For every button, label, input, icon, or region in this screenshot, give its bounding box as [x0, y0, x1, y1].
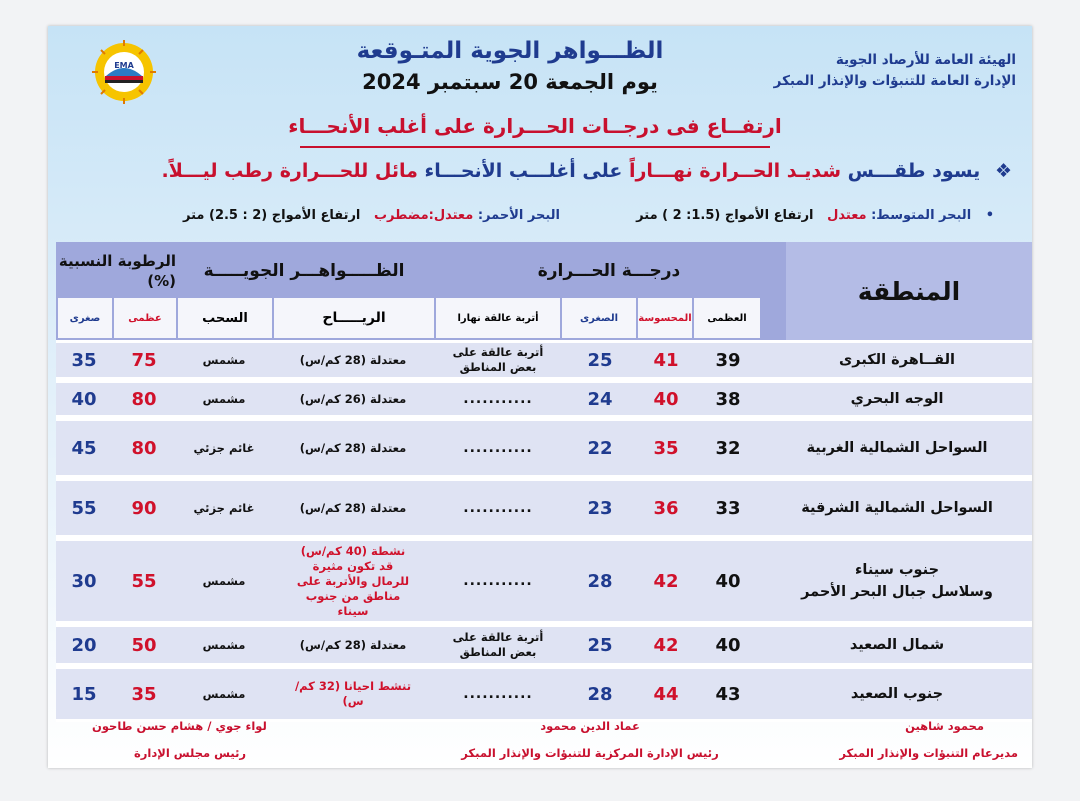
temp-max: 40: [715, 634, 741, 656]
headline: ارتفــاع فى درجــات الحـــرارة على أغلب الأنحـــاء: [288, 114, 782, 138]
table-row: [56, 538, 1032, 624]
forecast-date: يوم الجمعة 20 سبتمبر 2024: [362, 70, 658, 94]
temp-max: 40: [715, 570, 741, 592]
med-sea-label: البحر المتوسط:: [871, 208, 972, 223]
temp-feels-cell: [638, 624, 694, 666]
table-row: [56, 340, 1032, 380]
humidity-min-header: صغرى: [58, 298, 112, 338]
clouds-value-cell: [176, 478, 272, 538]
wind-value: معتدلة (28 كم/س): [299, 440, 407, 455]
clouds-value: غائم جزئي: [193, 440, 255, 455]
humidity-max-cell: [112, 624, 176, 666]
temp-feels-cell: [638, 340, 694, 380]
clouds-value-cell: [176, 340, 272, 380]
dust-value-cell: [434, 478, 562, 538]
humidity-max: 90: [131, 497, 157, 519]
region-name: السواحل الشمالية الغربية: [806, 440, 988, 456]
signature-right-title: مديرعام التنبؤات والإنذار المبكر: [839, 746, 1018, 760]
table-row: [56, 624, 1032, 666]
dust-value: ...........: [463, 391, 533, 407]
wind-value-cell: [272, 478, 434, 538]
temp-min: 28: [587, 683, 613, 705]
clouds-value: مشمس: [202, 686, 246, 701]
humidity-max: 35: [131, 683, 157, 705]
weather-summary: [162, 160, 1013, 182]
org-department: الإدارة العامة للتنبؤات والإنذار المبكر: [773, 73, 1016, 89]
clouds-value-cell: [176, 418, 272, 478]
med-sea-state: معتدل: [827, 208, 867, 223]
region-cell: [762, 478, 1032, 538]
temp-min: 28: [587, 570, 613, 592]
wind-value: معتدلة (28 كم/س): [299, 637, 407, 652]
region-cell: [762, 418, 1032, 478]
humidity-max-cell: [112, 380, 176, 418]
temp-max-cell: [694, 340, 762, 380]
summary-part-4: مائل للحـــرارة رطب ليـــلاً.: [161, 160, 418, 182]
temp-min: 23: [587, 497, 613, 519]
organization-block: [774, 50, 1016, 92]
temp-min: 24: [587, 388, 613, 410]
temp-feels: 44: [653, 683, 679, 705]
humidity-min-cell: [56, 538, 112, 624]
dust-value: أتربة عالقة على بعض المناطق: [452, 630, 544, 659]
humidity-min: 40: [71, 388, 97, 410]
temp-min-cell: [562, 340, 638, 380]
humidity-max-header: عظمى: [114, 298, 176, 338]
humidity-min: 15: [71, 683, 97, 705]
humidity-max-cell: [112, 418, 176, 478]
temp-min-cell: [562, 666, 638, 722]
temp-min-cell: [562, 418, 638, 478]
dust-value: أتربة عالقة على بعض المناطق: [452, 345, 544, 374]
temp-feels-cell: [638, 478, 694, 538]
red-sea-label: البحر الأحمر:: [477, 208, 560, 223]
humidity-max: 80: [131, 437, 157, 459]
temp-max: 32: [715, 437, 741, 459]
clouds-value: مشمس: [202, 391, 246, 406]
red-sea-waves: ارتفاع الأمواج (2 : 2.5) متر: [183, 208, 361, 223]
wind-value-cell: [272, 380, 434, 418]
dust-value-cell: [434, 666, 562, 722]
wind-value: نشطة (40 كم/س) قد تكون مثيرة للرمال والأتربة على مناطق من جنوب سيناء: [296, 543, 410, 618]
dust-value: ...........: [463, 573, 533, 589]
region-name: شمال الصعيد: [849, 637, 945, 653]
humidity-min: 20: [71, 634, 97, 656]
clouds-value-cell: [176, 538, 272, 624]
clouds-value: مشمس: [202, 352, 246, 367]
humidity-min: 35: [71, 349, 97, 371]
temp-max-cell: [694, 418, 762, 478]
dust-value-cell: [434, 624, 562, 666]
temp-max-cell: [694, 624, 762, 666]
table-row: [56, 380, 1032, 418]
region-name: القــاهرة الكبرى: [839, 352, 955, 368]
temp-max: 33: [715, 497, 741, 519]
clouds-value-cell: [176, 624, 272, 666]
dust-value-cell: [434, 538, 562, 624]
table-row: [56, 418, 1032, 478]
dust-header: أتربة عالقة نهارا: [436, 298, 560, 338]
temp-feels-cell: [638, 418, 694, 478]
temp-max: 43: [715, 683, 741, 705]
headline-underline: [300, 146, 770, 148]
wind-header: الريـــــاح: [274, 298, 434, 338]
table-row: [56, 666, 1032, 722]
signature-left-title: رئيس مجلس الإدارة: [134, 746, 247, 760]
temp-max-header: العظمى: [694, 298, 760, 338]
wind-value: تنشط احيانا (32 كم/س): [294, 679, 412, 708]
humidity-min: 55: [71, 497, 97, 519]
clouds-value-cell: [176, 380, 272, 418]
summary-part-1: يسود طقـــس: [847, 160, 981, 182]
signature-left-name: لواء جوي / هشام حسن طاحون: [92, 719, 267, 733]
red-sea-state: معتدل:مضطرب: [373, 208, 474, 223]
summary-part-3: على أغلـــب الأنحـــاء: [424, 160, 623, 182]
temp-feels: 41: [653, 349, 679, 371]
temp-min: 25: [587, 634, 613, 656]
temp-min-header: الصغرى: [562, 298, 636, 338]
wind-value: معتدلة (28 كم/س): [299, 352, 407, 367]
med-sea-waves: ارتفاع الأمواج (1.5: 2 ) متر: [636, 208, 814, 223]
page-title: الظـــواهر الجوية المتـوقعة: [356, 38, 664, 64]
temp-min-cell: [562, 478, 638, 538]
logo-text: EMA: [114, 61, 134, 70]
wind-value-cell: [272, 666, 434, 722]
summary-bullet-icon: ❖: [994, 160, 1012, 182]
signature-center-title: رئيس الإدارة المركزية للتنبؤات والإنذار المبكر: [461, 746, 719, 760]
ema-logo-icon: [88, 40, 160, 104]
humidity-min-cell: [56, 418, 112, 478]
wind-value: معتدلة (26 كم/س): [299, 391, 407, 406]
humidity-max: 75: [131, 349, 157, 371]
dust-value-cell: [434, 418, 562, 478]
clouds-header: السحب: [178, 298, 272, 338]
region-cell: [762, 538, 1032, 624]
region-cell: [762, 666, 1032, 722]
humidity-max: 55: [131, 570, 157, 592]
temp-feels: 35: [653, 437, 679, 459]
temp-feels-cell: [638, 666, 694, 722]
region-cell: [762, 380, 1032, 418]
humidity-min-cell: [56, 666, 112, 722]
temp-max-cell: [694, 666, 762, 722]
temp-min: 25: [587, 349, 613, 371]
humidity-max: 50: [131, 634, 157, 656]
region-name: جنوب الصعيد: [850, 686, 944, 702]
clouds-value: مشمس: [202, 637, 246, 652]
dust-value-cell: [434, 380, 562, 418]
temp-max-cell: [694, 380, 762, 418]
wind-value-cell: [272, 624, 434, 666]
region-column-header: المنطقة: [786, 242, 1032, 340]
dust-value: ...........: [463, 500, 533, 516]
humidity-min: 30: [71, 570, 97, 592]
red-sea-line: [183, 208, 560, 223]
humidity-max-cell: [112, 666, 176, 722]
humidity-min: 45: [71, 437, 97, 459]
temp-max-cell: [694, 478, 762, 538]
humidity-min-cell: [56, 478, 112, 538]
temp-min-cell: [562, 538, 638, 624]
clouds-value: مشمس: [202, 573, 246, 588]
wind-value: معتدلة (28 كم/س): [299, 500, 407, 515]
dust-value-cell: [434, 340, 562, 380]
humidity-min-cell: [56, 624, 112, 666]
wind-value-cell: [272, 418, 434, 478]
temp-feels-cell: [638, 538, 694, 624]
temp-feels-header: المحسوسة: [638, 298, 692, 338]
signature-center-name: عماد الدين محمود: [540, 719, 640, 733]
wind-value-cell: [272, 538, 434, 624]
region-name-line2: وسلاسل جبال البحر الأحمر: [801, 584, 993, 600]
clouds-value-cell: [176, 666, 272, 722]
humidity-min-cell: [56, 380, 112, 418]
dust-value: ...........: [463, 440, 533, 456]
humidity-header: الرطوبة النسبية (%): [58, 252, 176, 290]
temperature-header: درجـــة الحـــرارة: [537, 261, 681, 281]
temp-min-cell: [562, 624, 638, 666]
temp-max-cell: [694, 538, 762, 624]
temp-max: 38: [715, 388, 741, 410]
temp-min: 22: [587, 437, 613, 459]
dust-value: ...........: [463, 686, 533, 702]
org-name: الهيئة العامة للأرصاد الجوية: [835, 52, 1016, 68]
humidity-min-cell: [56, 340, 112, 380]
region-cell: [762, 624, 1032, 666]
region-cell: [762, 340, 1032, 380]
region-name: السواحل الشمالية الشرقية: [801, 500, 993, 516]
temp-max: 39: [715, 349, 741, 371]
summary-part-2: شديـد الحــرارة نهـــاراً: [628, 160, 842, 182]
temp-feels: 40: [653, 388, 679, 410]
phenomena-header: الظـــــواهـــر الجويـــــة: [203, 261, 405, 281]
bullet-dot-icon: •: [985, 208, 994, 223]
clouds-value: غائم جزئي: [193, 500, 255, 515]
temp-feels: 36: [653, 497, 679, 519]
table-row: [56, 478, 1032, 538]
temp-min-cell: [562, 380, 638, 418]
signature-right-name: محمود شاهين: [905, 719, 984, 733]
mediterranean-sea-line: [636, 208, 994, 223]
region-name: جنوب سيناء: [854, 562, 940, 578]
temp-feels: 42: [653, 570, 679, 592]
humidity-max-cell: [112, 478, 176, 538]
temp-feels-cell: [638, 380, 694, 418]
humidity-max-cell: [112, 538, 176, 624]
humidity-max-cell: [112, 340, 176, 380]
humidity-max: 80: [131, 388, 157, 410]
wind-value-cell: [272, 340, 434, 380]
region-name: الوجه البحري: [850, 391, 944, 407]
temp-feels: 42: [653, 634, 679, 656]
